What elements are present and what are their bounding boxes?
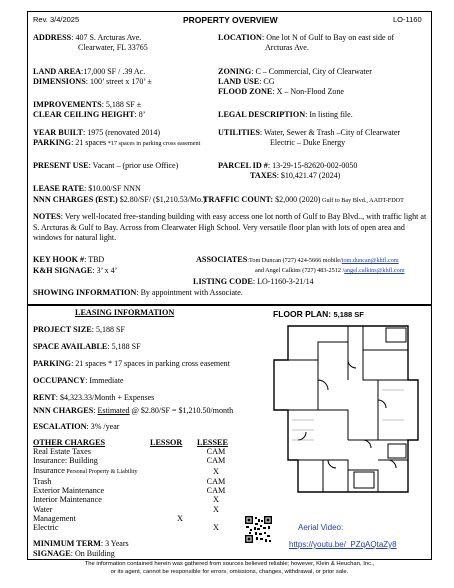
lessee-header: LESSEE xyxy=(197,438,228,447)
location: LOCATION: One lot N of Gulf to Bay on east side of xyxy=(218,33,395,42)
taxes: TAXES: $10,421.47 (2024) xyxy=(250,171,341,180)
charge-lessee: CAM xyxy=(206,447,226,456)
listing-number: LO-1160 xyxy=(393,15,422,24)
charge-row xyxy=(33,486,233,495)
zoning: ZONING: C – Commercial, City of Clearwater xyxy=(218,67,372,76)
charge-name: Insurance: Building xyxy=(33,456,98,466)
charge-name: Insurance Personal Property & Liability xyxy=(33,465,138,475)
leasing-title: LEASING INFORMATION xyxy=(75,308,175,317)
revision-date: Rev. 3/4/2025 xyxy=(33,15,80,24)
charge-lessor xyxy=(161,477,199,486)
space-available: SPACE AVAILABLE: 5,188 SF xyxy=(33,342,141,351)
charge-name: Real Estate Taxes xyxy=(33,447,91,456)
charge-lessee: X xyxy=(213,504,219,514)
parking: PARKING: 21 spaces *17 spaces in parking cross easement xyxy=(33,138,201,147)
charge-lessee: X xyxy=(213,466,219,476)
charge-lessee xyxy=(199,514,233,523)
ceiling-height: CLEAR CEILING HEIGHT: 8’ xyxy=(33,110,146,119)
address-city: Clearwater, FL 33765 xyxy=(78,43,148,52)
charge-lessee: X xyxy=(213,523,219,533)
improvements: IMPROVEMENTS: 5,188 SF ± xyxy=(33,100,142,109)
land-area: LAND AREA:17,000 SF / .39 Ac. xyxy=(33,67,146,76)
location-line2: Arcturas Ave. xyxy=(265,43,309,52)
charge-row xyxy=(33,514,233,523)
lease-rate: LEASE RATE: $10.00/SF NNN xyxy=(33,184,141,193)
occupancy: OCCUPANCY: Immediate xyxy=(33,376,124,385)
charge-lessor: X xyxy=(177,514,183,524)
showing-info: SHOWING INFORMATION: By appointment with Associate. xyxy=(33,288,243,297)
charge-lessor xyxy=(161,486,199,495)
present-use: PRESENT USE: Vacant – (prior use Office) xyxy=(33,161,179,170)
traffic-count: TRAFFIC COUNT: $2,000 (2020) Gulf to Bay Blvd., AADT-FDOT xyxy=(203,195,404,204)
charge-row xyxy=(33,523,233,532)
charge-lessee: CAM xyxy=(206,456,226,466)
charge-row xyxy=(33,495,233,504)
charge-lessor xyxy=(161,523,199,532)
floor-plan-drawing xyxy=(268,320,426,498)
dimensions: DIMENSIONS: 100’ street x 170’ ± xyxy=(33,77,152,86)
charge-name: Exterior Maintenance xyxy=(33,486,105,496)
charge-lessor xyxy=(161,505,199,514)
leasing-parking: PARKING: 21 spaces * 17 spaces in parking cross easement xyxy=(33,359,230,368)
floor-plan-label: FLOOR PLAN: 5,188 SF xyxy=(273,309,364,319)
charge-lessee: X xyxy=(213,495,219,505)
key-hook: KEY HOOK #: TBD xyxy=(33,255,105,264)
kh-signage: K&H SIGNAGE: 3’ x 4’ xyxy=(33,266,118,275)
listing-code: LISTING CODE: LO-1160-3-21/14 xyxy=(193,277,314,286)
disclaimer-line2: or its agent, cannot be responsible for errors, omissions, changes, withdrawal, or prior sale. xyxy=(110,568,349,575)
charge-row xyxy=(33,466,233,477)
project-size: PROJECT SIZE: 5,188 SF xyxy=(33,325,125,334)
aerial-video-link[interactable]: https://youtu.be/_PZqAQtaZy8 xyxy=(289,540,397,549)
charge-lessor xyxy=(161,456,199,465)
signage: SIGNAGE: On Building xyxy=(33,549,115,558)
utilities: UTILITIES: Water, Sewer & Trash –City of Clearwater xyxy=(218,128,401,137)
land-use: LAND USE: CG xyxy=(218,77,275,86)
charge-name: Water xyxy=(33,504,53,514)
charge-lessee: CAM xyxy=(206,476,226,486)
charge-name: Management xyxy=(33,514,76,524)
charge-row xyxy=(33,456,233,465)
utilities-electric: Electric – Duke Energy xyxy=(270,138,346,147)
associates: ASSOCIATES:Tom Duncan (727) 424-5666 mobile/tom.duncan@khfl.com xyxy=(196,255,399,264)
charge-name: Interior Maintenance xyxy=(33,495,102,505)
parcel-id: PARCEL ID #: 13-29-15-82620-002-0050 xyxy=(218,161,358,170)
minimum-term: MINIMUM TERM: 3 Years xyxy=(33,539,129,548)
address: ADDRESS: 407 S. Arcturas Ave. xyxy=(33,33,142,42)
charge-lessor xyxy=(161,495,199,504)
charge-lessor xyxy=(161,447,199,456)
nnn-charges: NNN CHARGES (EST.) $2.80/SF/ ($1,210.53/Mo.) xyxy=(33,195,206,204)
disclaimer-line1: The information contained herein was gathered from sources believed reliable; however, Klein & Heuchan, Inc., xyxy=(84,561,375,567)
page-title: PROPERTY OVERVIEW xyxy=(183,15,278,25)
associate1-email-link[interactable]: tom.duncan@khfl.com xyxy=(341,257,399,264)
charge-name: Electric xyxy=(33,523,59,533)
legal-description: LEGAL DESCRIPTION: In listing file. xyxy=(218,110,353,119)
aerial-video-label: Aerial Video: xyxy=(298,523,344,532)
flood-zone: FLOOD ZONE: X – Non-Flood Zone xyxy=(218,87,344,96)
associate2-email-link[interactable]: angel.calkins@khfl.com xyxy=(344,267,405,274)
charges-header: OTHER CHARGES xyxy=(33,438,106,447)
escalation: ESCALATION: 3% /year xyxy=(33,422,120,431)
notes: NOTES: Very well-located free-standing building with easy access one lot north of Gulf to Bay Blvd.., with traffic light at S. Arcturas & Gulf to Bay. Across from Clearwater High School. Very versatile floor plan with lots of open area and windows for natural light. xyxy=(33,212,427,242)
charges-table xyxy=(33,447,233,533)
charge-lessor xyxy=(161,466,199,477)
associate2: and Angel Calkins (727) 483-2512 /angel.calkins@khfl.com xyxy=(255,267,405,274)
year-built: YEAR BUILT: 1975 (renovated 2014) xyxy=(33,128,161,137)
charge-row xyxy=(33,477,233,486)
charge-lessee: CAM xyxy=(206,486,226,496)
charge-row xyxy=(33,505,233,514)
charge-name: Trash xyxy=(33,476,52,486)
leasing-nnn: NNN CHARGES: Estimated @ $2.80/SF = $1,210.50/month xyxy=(33,406,234,415)
disclaimer xyxy=(27,561,432,576)
rent: RENT: $4,323.33/Month + Expenses xyxy=(33,393,155,402)
lessor-header: LESSOR xyxy=(150,438,183,447)
charge-row xyxy=(33,447,233,456)
qr-code[interactable] xyxy=(244,515,273,544)
